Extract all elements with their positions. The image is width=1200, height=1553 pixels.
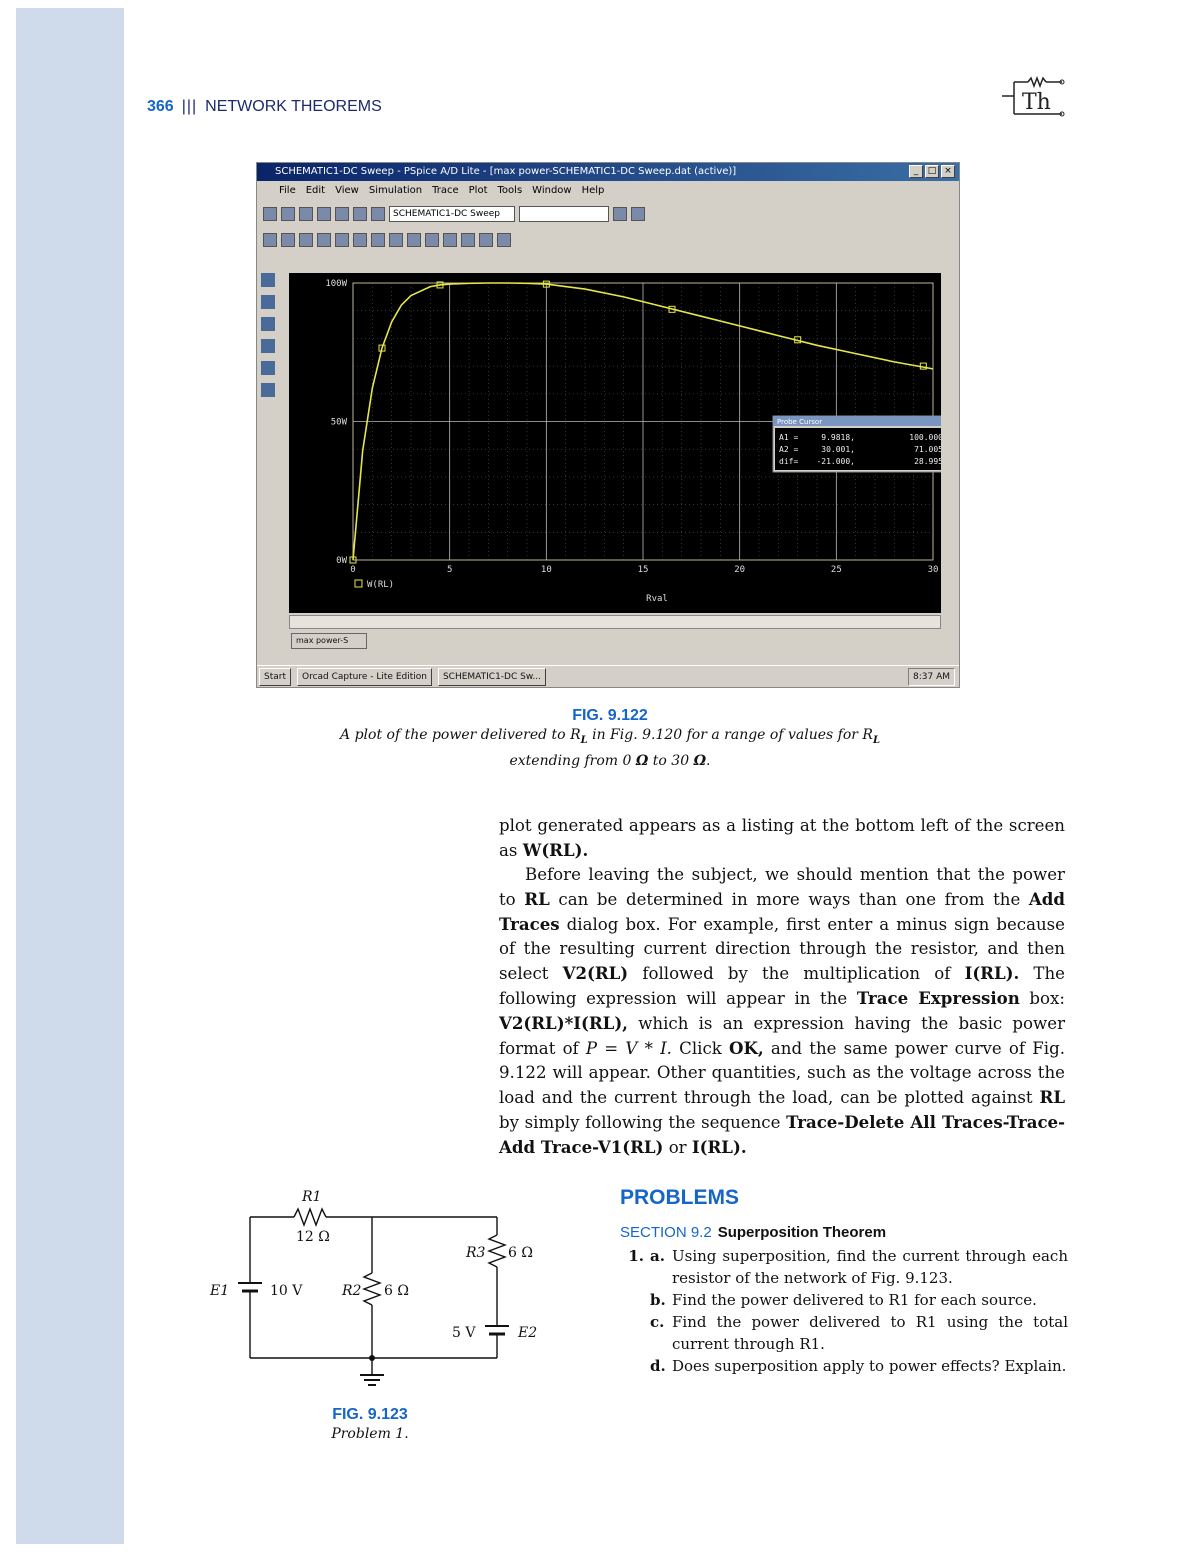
taskbar-orcad-capture[interactable]: Orcad Capture - Lite Edition bbox=[297, 668, 432, 686]
r2-label: R2 bbox=[342, 1283, 362, 1299]
r3-label: R3 bbox=[466, 1245, 486, 1261]
body-text bbox=[499, 814, 1065, 1160]
problems-heading: PROBLEMS bbox=[620, 1186, 740, 1209]
probe-row-dif-label: dif= bbox=[779, 457, 799, 466]
r2-value: 6 Ω bbox=[384, 1283, 409, 1299]
probe-row-a1-x: 9.9818, bbox=[821, 433, 855, 442]
pause-icon[interactable] bbox=[631, 207, 645, 221]
section-title: Superposition Theorem bbox=[717, 1224, 887, 1241]
header-separator: ||| bbox=[181, 98, 198, 115]
probe-row-a1-y: 100.000 bbox=[909, 433, 941, 442]
probe-cursor-title: Probe Cursor bbox=[777, 418, 823, 426]
tool-icon-1[interactable] bbox=[261, 273, 275, 287]
page-number: 366 bbox=[147, 98, 174, 115]
probe-row-dif-x: -21.000, bbox=[816, 457, 855, 466]
taskbar-clock: 8:37 AM bbox=[908, 668, 955, 686]
menu-file[interactable]: File bbox=[279, 185, 296, 196]
x-tick-label: 20 bbox=[734, 565, 746, 575]
r3-value: 6 Ω bbox=[508, 1245, 533, 1261]
tool-icon-2[interactable] bbox=[261, 295, 275, 309]
toggle-cursor-icon[interactable] bbox=[389, 233, 403, 247]
section-number: SECTION 9.2 bbox=[620, 1224, 712, 1241]
r1-label: R1 bbox=[302, 1189, 322, 1205]
menu-trace[interactable]: Trace bbox=[432, 185, 459, 196]
thevenin-logo-icon bbox=[1000, 72, 1066, 118]
legend bbox=[355, 580, 394, 590]
profile-select[interactable]: SCHEMATIC1-DC Sweep bbox=[389, 206, 515, 222]
e2-label: E2 bbox=[518, 1325, 538, 1341]
print-icon[interactable] bbox=[317, 207, 331, 221]
close-button[interactable]: × bbox=[941, 165, 955, 178]
problem-1a: 1. a. Using superposition, find the current through each resistor of the network of Fig. 9.123. bbox=[628, 1247, 1068, 1287]
zoom-in-icon[interactable] bbox=[263, 233, 277, 247]
x-axis-label: Rval bbox=[646, 594, 668, 604]
cursor-min-icon[interactable] bbox=[461, 233, 475, 247]
paragraph-1: plot generated appears as a listing at the bottom left of the screen as W(RL). bbox=[499, 816, 1065, 860]
log-x-icon[interactable] bbox=[335, 233, 349, 247]
menu-edit[interactable]: Edit bbox=[305, 185, 326, 196]
cut-icon[interactable] bbox=[335, 207, 349, 221]
cursor-peak-icon[interactable] bbox=[407, 233, 421, 247]
probe-row-a2-label: A2 = bbox=[779, 445, 799, 454]
section-heading bbox=[620, 1224, 1068, 1241]
probe-row-dif-y: 28.995 bbox=[914, 457, 941, 466]
command-input[interactable] bbox=[519, 206, 609, 222]
circuit-figure-9-123 bbox=[190, 1185, 560, 1400]
windows-taskbar bbox=[257, 665, 959, 687]
x-tick-label: 15 bbox=[637, 565, 649, 575]
undo-icon[interactable] bbox=[371, 207, 385, 221]
y-tick-label: 0W bbox=[336, 556, 347, 566]
horizontal-scrollbar[interactable] bbox=[289, 615, 941, 629]
e2-value: 5 V bbox=[452, 1325, 476, 1341]
probe-row-a2-x: 30.001, bbox=[821, 445, 855, 454]
fourier-icon[interactable] bbox=[353, 233, 367, 247]
probe-row-a1-label: A1 = bbox=[779, 433, 799, 442]
add-trace-icon[interactable] bbox=[371, 233, 385, 247]
run-icon[interactable] bbox=[613, 207, 627, 221]
left-toolbar bbox=[261, 273, 281, 397]
cursor-trough-icon[interactable] bbox=[425, 233, 439, 247]
x-tick-label: 30 bbox=[927, 565, 939, 575]
problem-1 bbox=[620, 1245, 1068, 1377]
figure-9-122-caption bbox=[300, 707, 920, 771]
figure-label: FIG. 9.122 bbox=[572, 707, 648, 724]
plot-window-tab[interactable]: max power-S bbox=[291, 633, 367, 649]
y-tick-label: 50W bbox=[330, 417, 347, 428]
running-header bbox=[147, 98, 382, 116]
r1-value: 12 Ω bbox=[296, 1229, 330, 1245]
running-title: NETWORK THEOREMS bbox=[205, 98, 382, 115]
cursor-slope-icon[interactable] bbox=[443, 233, 457, 247]
menu-tools[interactable]: Tools bbox=[497, 185, 523, 196]
power-plot-svg bbox=[289, 273, 941, 613]
toolbar-1 bbox=[257, 201, 959, 227]
probe-cursor-box bbox=[773, 416, 941, 472]
probe-row-a2-y: 71.005 bbox=[914, 445, 941, 454]
copy-icon[interactable] bbox=[353, 207, 367, 221]
menu-simulation[interactable]: Simulation bbox=[368, 185, 423, 196]
legend-swatch bbox=[355, 580, 362, 587]
menu-window[interactable]: Window bbox=[532, 185, 572, 196]
logo-text: Th bbox=[1022, 90, 1051, 115]
new-icon[interactable] bbox=[263, 207, 277, 221]
figure-caption-line-1: A plot of the power delivered to $R_L$ in Fig. 9.120 for a range of values for $R_L$ bbox=[340, 727, 880, 746]
figure-caption-line-2: extending from 0 Ω to 30 Ω. bbox=[509, 752, 711, 769]
menu-view[interactable]: View bbox=[335, 185, 359, 196]
cursor-max-icon[interactable] bbox=[479, 233, 493, 247]
x-tick-label: 5 bbox=[446, 565, 453, 575]
tool-icon-6[interactable] bbox=[261, 383, 275, 397]
problems-section bbox=[620, 1186, 1068, 1377]
plot-area[interactable] bbox=[289, 273, 941, 613]
menu-help[interactable]: Help bbox=[581, 185, 605, 196]
paragraph-2: Before leaving the subject, we should mention that the power to RL can be determined in more ways than one from the Add Traces dialog box. For example, first enter a minus sign because of the resulting current direction through the resistor, and then select V2(RL) followed by the multiplication of I(RL). The following expression will appear in the Trace Expression box: V2(RL)*I(RL), which is an expression having the basic power format of P = V * I. Click OK, and the same power curve of Fig. 9.122 will appear. Other quantities, such as the voltage across the load and the current through the load, can be plotted against RL by simply following the sequence Trace-Delete All Traces-Trace-Add Trace-V1(RL) or I(RL). bbox=[499, 865, 1066, 1157]
window-titlebar bbox=[257, 163, 959, 181]
taskbar-schematic[interactable]: SCHEMATIC1-DC Sw... bbox=[438, 668, 546, 686]
x-tick-label: 0 bbox=[350, 565, 356, 575]
legend-label: W(RL) bbox=[367, 580, 395, 590]
save-icon[interactable] bbox=[299, 207, 313, 221]
start-button[interactable]: Start bbox=[259, 668, 291, 686]
tool-icon-3[interactable] bbox=[261, 317, 275, 331]
zoom-fit-icon[interactable] bbox=[317, 233, 331, 247]
x-tick-label: 10 bbox=[540, 565, 552, 575]
zoom-area-icon[interactable] bbox=[299, 233, 313, 247]
figure-9-123-caption bbox=[300, 1406, 440, 1444]
mark-label-icon[interactable] bbox=[497, 233, 511, 247]
zoom-out-icon[interactable] bbox=[281, 233, 295, 247]
menu-plot[interactable]: Plot bbox=[468, 185, 488, 196]
ground-node bbox=[369, 1355, 375, 1361]
maximize-button[interactable]: □ bbox=[925, 165, 939, 178]
problem-1c: c. Find the power delivered to R1 using the total current through R1. bbox=[650, 1313, 1068, 1353]
figure-caption-2: Problem 1. bbox=[331, 1426, 409, 1442]
figure-label-2: FIG. 9.123 bbox=[332, 1406, 408, 1423]
minimize-button[interactable]: _ bbox=[909, 165, 923, 178]
open-icon[interactable] bbox=[281, 207, 295, 221]
e1-value: 10 V bbox=[270, 1283, 303, 1299]
tool-icon-5[interactable] bbox=[261, 361, 275, 375]
menu-bar bbox=[257, 181, 959, 201]
e1-label: E1 bbox=[210, 1283, 230, 1299]
toolbar-2 bbox=[257, 227, 959, 253]
page-margin-band bbox=[16, 8, 124, 1544]
tool-icon-4[interactable] bbox=[261, 339, 275, 353]
x-tick-label: 25 bbox=[830, 565, 842, 575]
problem-1d: d. Does superposition apply to power effects? Explain. bbox=[650, 1357, 1067, 1375]
window-title: SCHEMATIC1-DC Sweep - PSpice A/D Lite - [max power-SCHEMATIC1-DC Sweep.dat (active)] bbox=[275, 166, 737, 177]
problem-1b: b. Find the power delivered to R1 for each source. bbox=[650, 1291, 1037, 1309]
y-tick-label: 100W bbox=[325, 279, 347, 289]
pspice-screenshot bbox=[256, 162, 960, 688]
